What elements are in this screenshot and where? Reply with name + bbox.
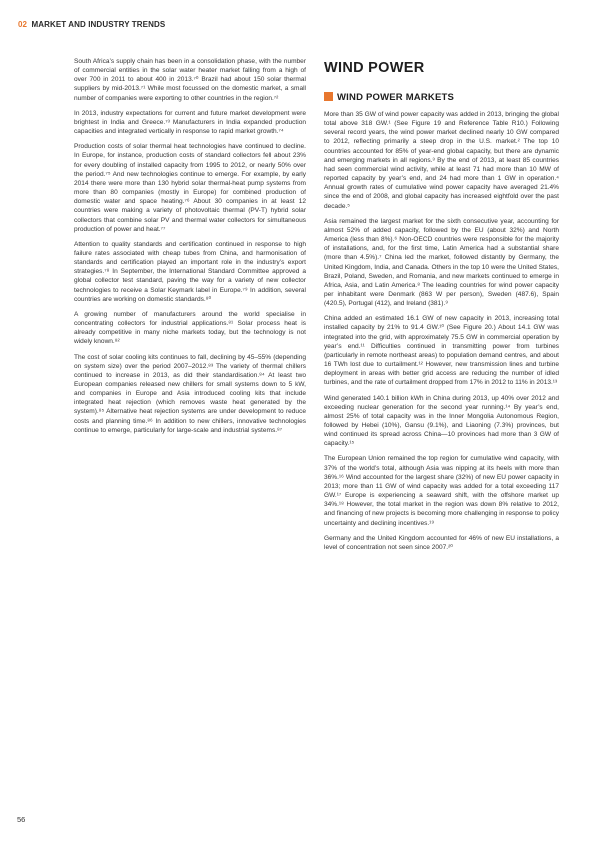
body-paragraph: South Africa’s supply chain has been in a consolidation phase, with the number of commercial entities in the solar water heater market falling from a high of over 700 in 2011 to about 400 in 2013.⁷⁰ Brazil had about 150 solar thermal suppliers by mid-2013.⁷¹ While most focussed on the domestic market, a small number of companies were exporting to other countries in the region.⁷² xyxy=(74,58,306,102)
chapter-number: 02 xyxy=(18,20,28,29)
body-paragraph: Germany and the United Kingdom accounted for 46% of new EU installations, a level of concentration not seen since 2007.²⁰ xyxy=(324,534,559,551)
body-paragraph: The European Union remained the top region for cumulative wind capacity, with 37% of the world’s total, although Asia was nipping at its heels with more than 36%.¹⁶ Wind accounted for the largest share (32%) of new EU power capacity in 2013; more than 11 GW of wind capacity was added for a total exceeding 117 GW.¹⁷ Europe is experiencing a seaward shift, with the offshore market up 34%.¹⁸ However, the total market in the region was down 8% relative to 2012, and financing of new projects is becoming more challenging in response to policy uncertainty and declining incentives.¹⁹ xyxy=(324,455,559,527)
subsection-heading xyxy=(324,92,559,104)
body-paragraph: Asia remained the largest market for the sixth consecutive year, accounting for almost 52% of added capacity, followed by the EU (about 32%) and North America (less than 8%).⁶ Non-OECD countries were responsible for the majority of installations, and, for the first time, Latin America had a substantial share (more than 4.5%).⁷ China led the market, followed distantly by Germany, the United Kingdom, India, and Canada. Others in the top 10 were the United States, Brazil, Poland, Sweden, and Romania, and new markets continued to emerge in Africa, Asia, and Latin America.⁸ The leading countries for wind power capacity per inhabitant were Denmark (863 W per person), Sweden (487.6), Spain (420.5), Portugal (412), and Ireland (381).⁹ xyxy=(324,217,559,308)
right-column xyxy=(324,56,559,558)
chapter-title: MARKET AND INDUSTRY TRENDS xyxy=(31,20,166,29)
body-paragraph: The cost of solar cooling kits continues to fall, declining by 45–55% (depending on system size) over the period 2007–2012.⁸³ The variety of thermal chillers continued to increase in 2013, as did their standardisation.⁸⁴ At least two European companies released new chillers for small systems down to 5 kW, and companies in Europe and Asia introduced cooling kits that include integrated heat rejection (which removes waste heat generated by the system).⁸⁵ Alternative heat rejection systems are under development to reduce costs and planning time.⁸⁶ In addition to new chillers, innovative technologies continue to emerge, particularly for large-scale and industrial systems.⁸⁷ xyxy=(74,353,306,434)
body-paragraph: A growing number of manufacturers around the world specialise in concentrating collectors for industrial applications.⁸¹ Solar process heat is already competitive in many niche markets today, but the technology is not widely known.⁸² xyxy=(74,310,306,346)
page-number: 56 xyxy=(17,815,26,824)
body-paragraph: China added an estimated 16.1 GW of new capacity in 2013, increasing total installed capacity by 21% to 91.4 GW.¹⁰ (See Figure 20.) About 14.1 GW was integrated into the grid, with approximately 75.5 GW in commercial operation by year’s end.¹¹ Difficulties continued in transmitting power from turbines (particularly in remote northeast areas) to population demand centres, and about 16 TWh lost due to curtailment.¹² However, new transmission lines and turbine deployment in areas with better grid access are reducing the number of idled turbines, and the rate of curtailment dropped from 17% in 2012 to 11% in 2013.¹³ xyxy=(324,315,559,387)
subsection-title: WIND POWER MARKETS xyxy=(337,92,455,103)
body-paragraph: Wind generated 140.1 billion kWh in China during 2013, up 40% over 2012 and exceeding nuclear generation for the second year running.¹⁴ By year’s end, almost 25% of total capacity was in the Inner Mongolia Autonomous Region, followed by Hebei (10%), Gansu (9.1%), and Liaoning (7.3%) provinces, but wind continued its spread across China—10 provinces had more than 3 GW of capacity.¹⁵ xyxy=(324,394,559,448)
body-paragraph: Attention to quality standards and certification continued in response to high failure rates associated with cheap tubes from China, and harmonisation of standards and certification played an important role in the industry’s export strategies.⁷⁸ In September, the International Standard Committee approved a global collector test standard, paving the way for a variety of new collector technologies to receive a Solar Keymark label in Europe.⁷⁹ In addition, several countries are working on domestic standards.⁸⁰ xyxy=(74,240,306,303)
body-paragraph: In 2013, industry expectations for current and future market development were brightest in India and Greece.⁷³ Manufacturers in India expanded production capacities and integrated vertically in response to rapid market growth.⁷⁴ xyxy=(74,109,306,136)
left-column xyxy=(74,57,306,441)
orange-square-icon xyxy=(324,92,333,101)
body-paragraph: More than 35 GW of wind power capacity was added in 2013, bringing the global total above 318 GW.¹ (See Figure 19 and Reference Table R10.) Following several record years, the wind power market declined nearly 10 GW compared to 2012, reflecting primarily a steep drop in the U.S. market.² The top 10 countries accounted for 85% of year-end global capacity, but there are dynamic and emerging markets in all regions.³ By the end of 2013, at least 85 countries had seen commercial wind activity, while at least 71 had more than 10 MW of reported capacity by year’s end, and 24 had more than 1 GW in operation.⁴ Annual growth rates of cumulative wind power capacity have averaged 21.4% since the end of 2008, and global capacity has increased eightfold over the past decade.⁵ xyxy=(324,111,559,210)
running-header xyxy=(18,20,165,29)
body-paragraph: Production costs of solar thermal heat technologies have continued to decline. In Europe, for instance, production costs of standard collectors fell about 23% for every doubling of installed capacity from 1995 to 2012, or nearly 50% over the period.⁷⁵ And new technologies continue to emerge. For example, by early 2014 there were more than 130 hybrid solar thermal-heat pump systems from more than 80 companies (mostly in Europe) for combined production of domestic water and space heating.⁷⁶ About 30 companies in at least 12 countries were making a variety of photovoltaic thermal (PV-T) hybrid solar collectors that combine solar PV and thermal water collectors for simultaneous production of power and heat.⁷⁷ xyxy=(74,143,306,233)
section-title: WIND POWER xyxy=(324,60,425,76)
